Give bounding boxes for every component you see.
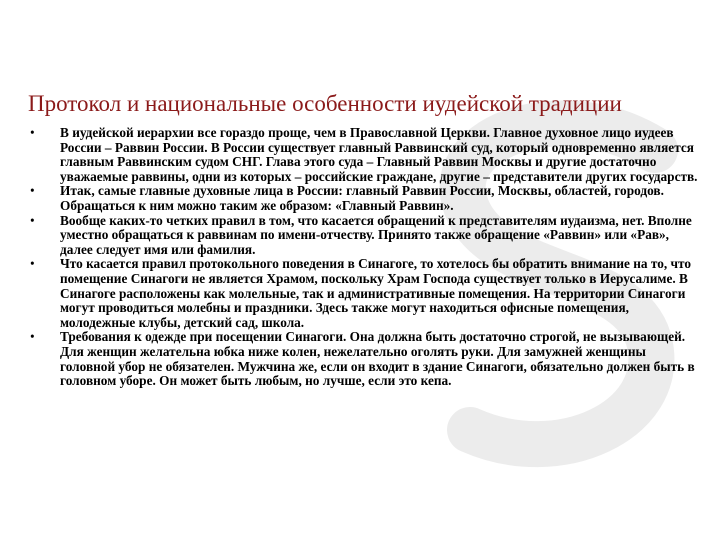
bullet-text: В иудейской иерархии все гораздо проще, чем в Православной Церкви. Главное духовное лицо иудеев России – Раввин России. В России существует главный Раввинский суд, который одновременно является главным Раввинским судом СНГ. Глава этого суда – Главный Раввин Москвы и другие достаточно уважаемые раввины, одни из которых – российские граждане, другие – представители других государств. bbox=[60, 125, 698, 184]
bullet-icon: • bbox=[30, 256, 35, 272]
bullet-icon: • bbox=[30, 183, 35, 199]
bullet-text: Итак, самые главные духовные лица в России: главный Раввин России, Москвы, областей, городов. Обращаться к ним можно таким же образом: «Главный Раввин». bbox=[60, 183, 664, 213]
bullet-text: Вообще каких-то четких правил в том, что касается обращений к представителям иудаизма, нет. Вполне уместно обращаться к раввинам по имени-отчеству. Принято также обращение «Раввин» или «Рав», далее следует имя или фамилия. bbox=[60, 212, 692, 257]
bullet-text: Что касается правил протокольного поведения в Синагоге, то хотелось бы обратить внимание на то, что помещение Синагоги не является Храмом, поскольку Храм Господа существует только в Иерусалиме. В Синагоге расположены как молельные, так и административные помещения. На территории Синагоги могут проводиться молебны и праздники. Здесь также могут находиться офисные помещения, молодежные клубы, детский сад, школа. bbox=[60, 256, 692, 330]
bullet-list bbox=[30, 126, 698, 389]
slide-title: Протокол и национальные особенности иудейской традиции bbox=[28, 91, 622, 116]
bullet-item bbox=[30, 257, 698, 330]
bullet-text: Требования к одежде при посещении Синагоги. Она должна быть достаточно строгой, не вызывающей. Для женщин желательна юбка ниже колен, нежелательно оголять руки. Для замужней женщины головной убор не обязателен. Мужчина же, если он входит в здание Синагоги, обязательно должен быть в головном уборе. Он может быть любым, но лучше, если это кепа. bbox=[60, 329, 695, 389]
bullet-item bbox=[30, 126, 698, 184]
bullet-icon: • bbox=[30, 125, 35, 140]
bullet-icon: • bbox=[30, 329, 35, 345]
bullet-icon: • bbox=[30, 212, 35, 228]
bullet-item bbox=[30, 330, 698, 388]
bullet-item bbox=[30, 184, 698, 213]
bullet-item bbox=[30, 214, 698, 258]
